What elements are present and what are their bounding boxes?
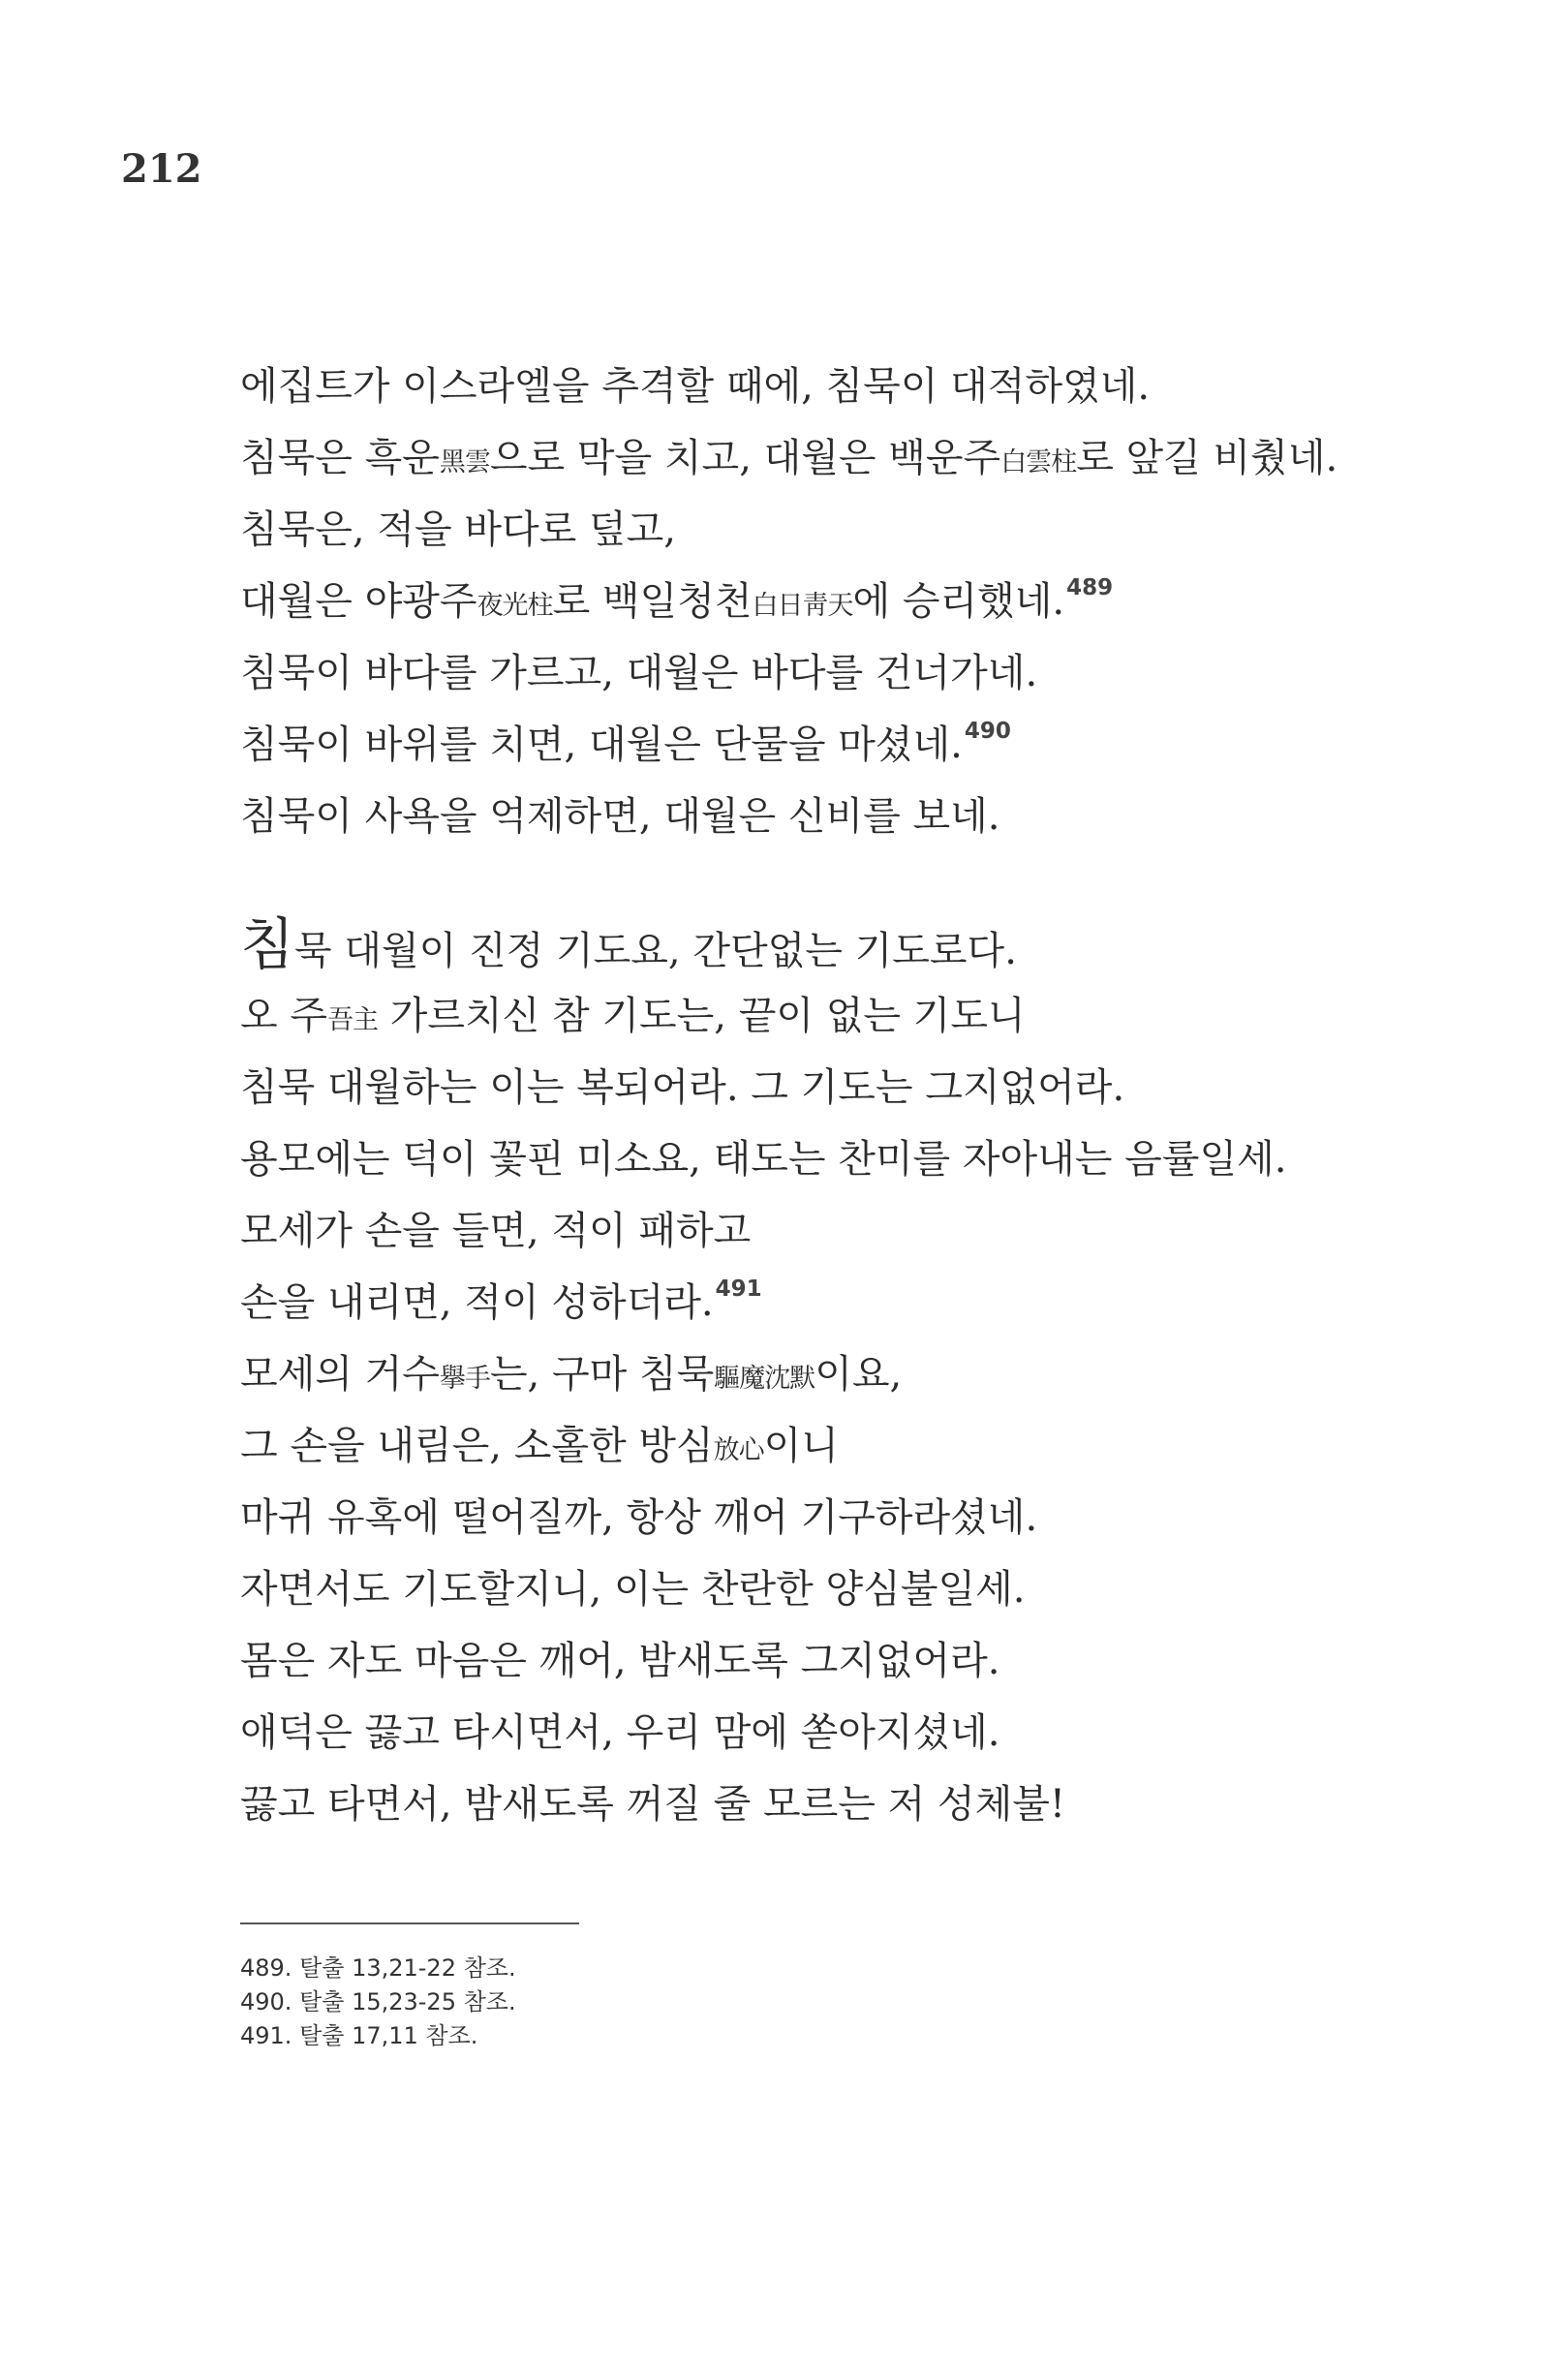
hanja-gloss: 驅魔沈默: [714, 1364, 815, 1394]
line-text: 에집트가 이스라엘을 추격할 때에, 침묵이 대적하였네.: [240, 364, 1151, 409]
poem-line: [240, 566, 1441, 637]
poem-line: [240, 1768, 1441, 1840]
line-text: 침묵이 바다를 가르고, 대월은 바다를 건너가네.: [240, 651, 1038, 695]
poem-line: [240, 351, 1441, 422]
line-text: 침묵 대월하는 이는 복되어라. 그 기도는 그지없어라.: [240, 1065, 1125, 1110]
footnote-489: 489. 탈출 13,21-22 참조.: [240, 1954, 516, 1982]
line-text: 이니: [763, 1424, 839, 1468]
line-text: 대월은 야광주: [240, 579, 477, 624]
poem-stanza-1: [240, 351, 1441, 852]
footnote-ref[interactable]: 491: [715, 1276, 762, 1302]
line-text: 침묵이 바위를 치면, 대월은 단물을 마셨네.: [240, 723, 963, 767]
footnote-491: 491. 탈출 17,11 참조.: [240, 2022, 478, 2049]
footnote-ref[interactable]: 490: [964, 719, 1011, 744]
line-text: 침묵은 흑운: [240, 436, 440, 480]
line-text: 애덕은 끓고 타시면서, 우리 맘에 쏟아지셨네.: [240, 1710, 1000, 1755]
poem-line: [240, 1410, 1441, 1482]
poem-line: [240, 1553, 1441, 1625]
line-text: 용모에는 덕이 꽃핀 미소요, 태도는 찬미를 자아내는 음률일세.: [240, 1137, 1287, 1182]
poem-line: [240, 709, 1441, 781]
page-number: 212: [121, 146, 202, 192]
poem-line: [240, 1338, 1441, 1410]
line-text: 가르치신 참 기도는, 끝이 없는 기도니: [378, 994, 1026, 1038]
line-text: 침묵은, 적을 바다로 덮고,: [240, 507, 676, 552]
footnote-divider: [240, 1922, 579, 1924]
line-text: 에 승리했네.: [852, 579, 1065, 624]
poem-line: [240, 1267, 1441, 1338]
hanja-gloss: 白日靑天: [752, 591, 853, 621]
line-text: 으로 막을 치고, 대월은 백운주: [489, 436, 1001, 480]
line-text: 자면서도 기도할지니, 이는 찬란한 양심불일세.: [240, 1567, 1026, 1612]
line-text: 로 앞길 비췄네.: [1076, 436, 1338, 480]
poem-line: [240, 494, 1441, 566]
poem-line: [240, 1052, 1441, 1123]
footnote-490: 490. 탈출 15,23-25 참조.: [240, 1988, 516, 2015]
poem-line: [240, 1482, 1441, 1553]
poem-line: [240, 908, 1441, 980]
drop-cap: 침: [240, 911, 295, 977]
line-text: 손을 내리면, 적이 성하더라.: [240, 1280, 714, 1325]
line-text: 묵 대월이 진정 기도요, 간단없는 기도로다.: [294, 929, 1017, 973]
line-text: 모세가 손을 들면, 적이 패하고: [240, 1209, 752, 1253]
line-text: 로 백일청천: [552, 579, 753, 624]
line-text: 끓고 타면서, 밤새도록 꺼질 줄 모르는 저 성체불!: [240, 1782, 1065, 1827]
hanja-gloss: 擧手: [439, 1364, 490, 1394]
line-text: 오 주: [240, 994, 327, 1038]
hanja-gloss: 放心: [713, 1435, 764, 1465]
poem-line: [240, 1625, 1441, 1697]
poem-stanza-2: [240, 908, 1441, 1840]
line-text: 마귀 유혹에 떨어질까, 항상 깨어 기구하라셨네.: [240, 1495, 1038, 1540]
line-text: 이요,: [815, 1352, 903, 1397]
poem-line: [240, 1123, 1441, 1195]
hanja-gloss: 白雲柱: [1000, 447, 1077, 477]
poem-line: [240, 980, 1441, 1052]
poem-line: [240, 1195, 1441, 1267]
line-text: 는, 구마 침묵: [489, 1352, 715, 1397]
line-text: 침묵이 사욕을 억제하면, 대월은 신비를 보네.: [240, 794, 1000, 839]
line-text: 모세의 거수: [240, 1352, 440, 1397]
hanja-gloss: 吾主: [327, 1005, 378, 1035]
footnotes: [240, 1952, 516, 2053]
line-text: 몸은 자도 마음은 깨어, 밤새도록 그지없어라.: [240, 1639, 1000, 1683]
line-text: 그 손을 내림은, 소홀한 방심: [240, 1424, 714, 1468]
footnote-ref[interactable]: 489: [1066, 575, 1114, 600]
hanja-gloss: 黑雲: [439, 447, 490, 477]
poem-line: [240, 1697, 1441, 1768]
poem-line: [240, 637, 1441, 709]
hanja-gloss: 夜光柱: [477, 591, 553, 621]
poem-line: [240, 781, 1441, 852]
poem-line: [240, 422, 1441, 494]
